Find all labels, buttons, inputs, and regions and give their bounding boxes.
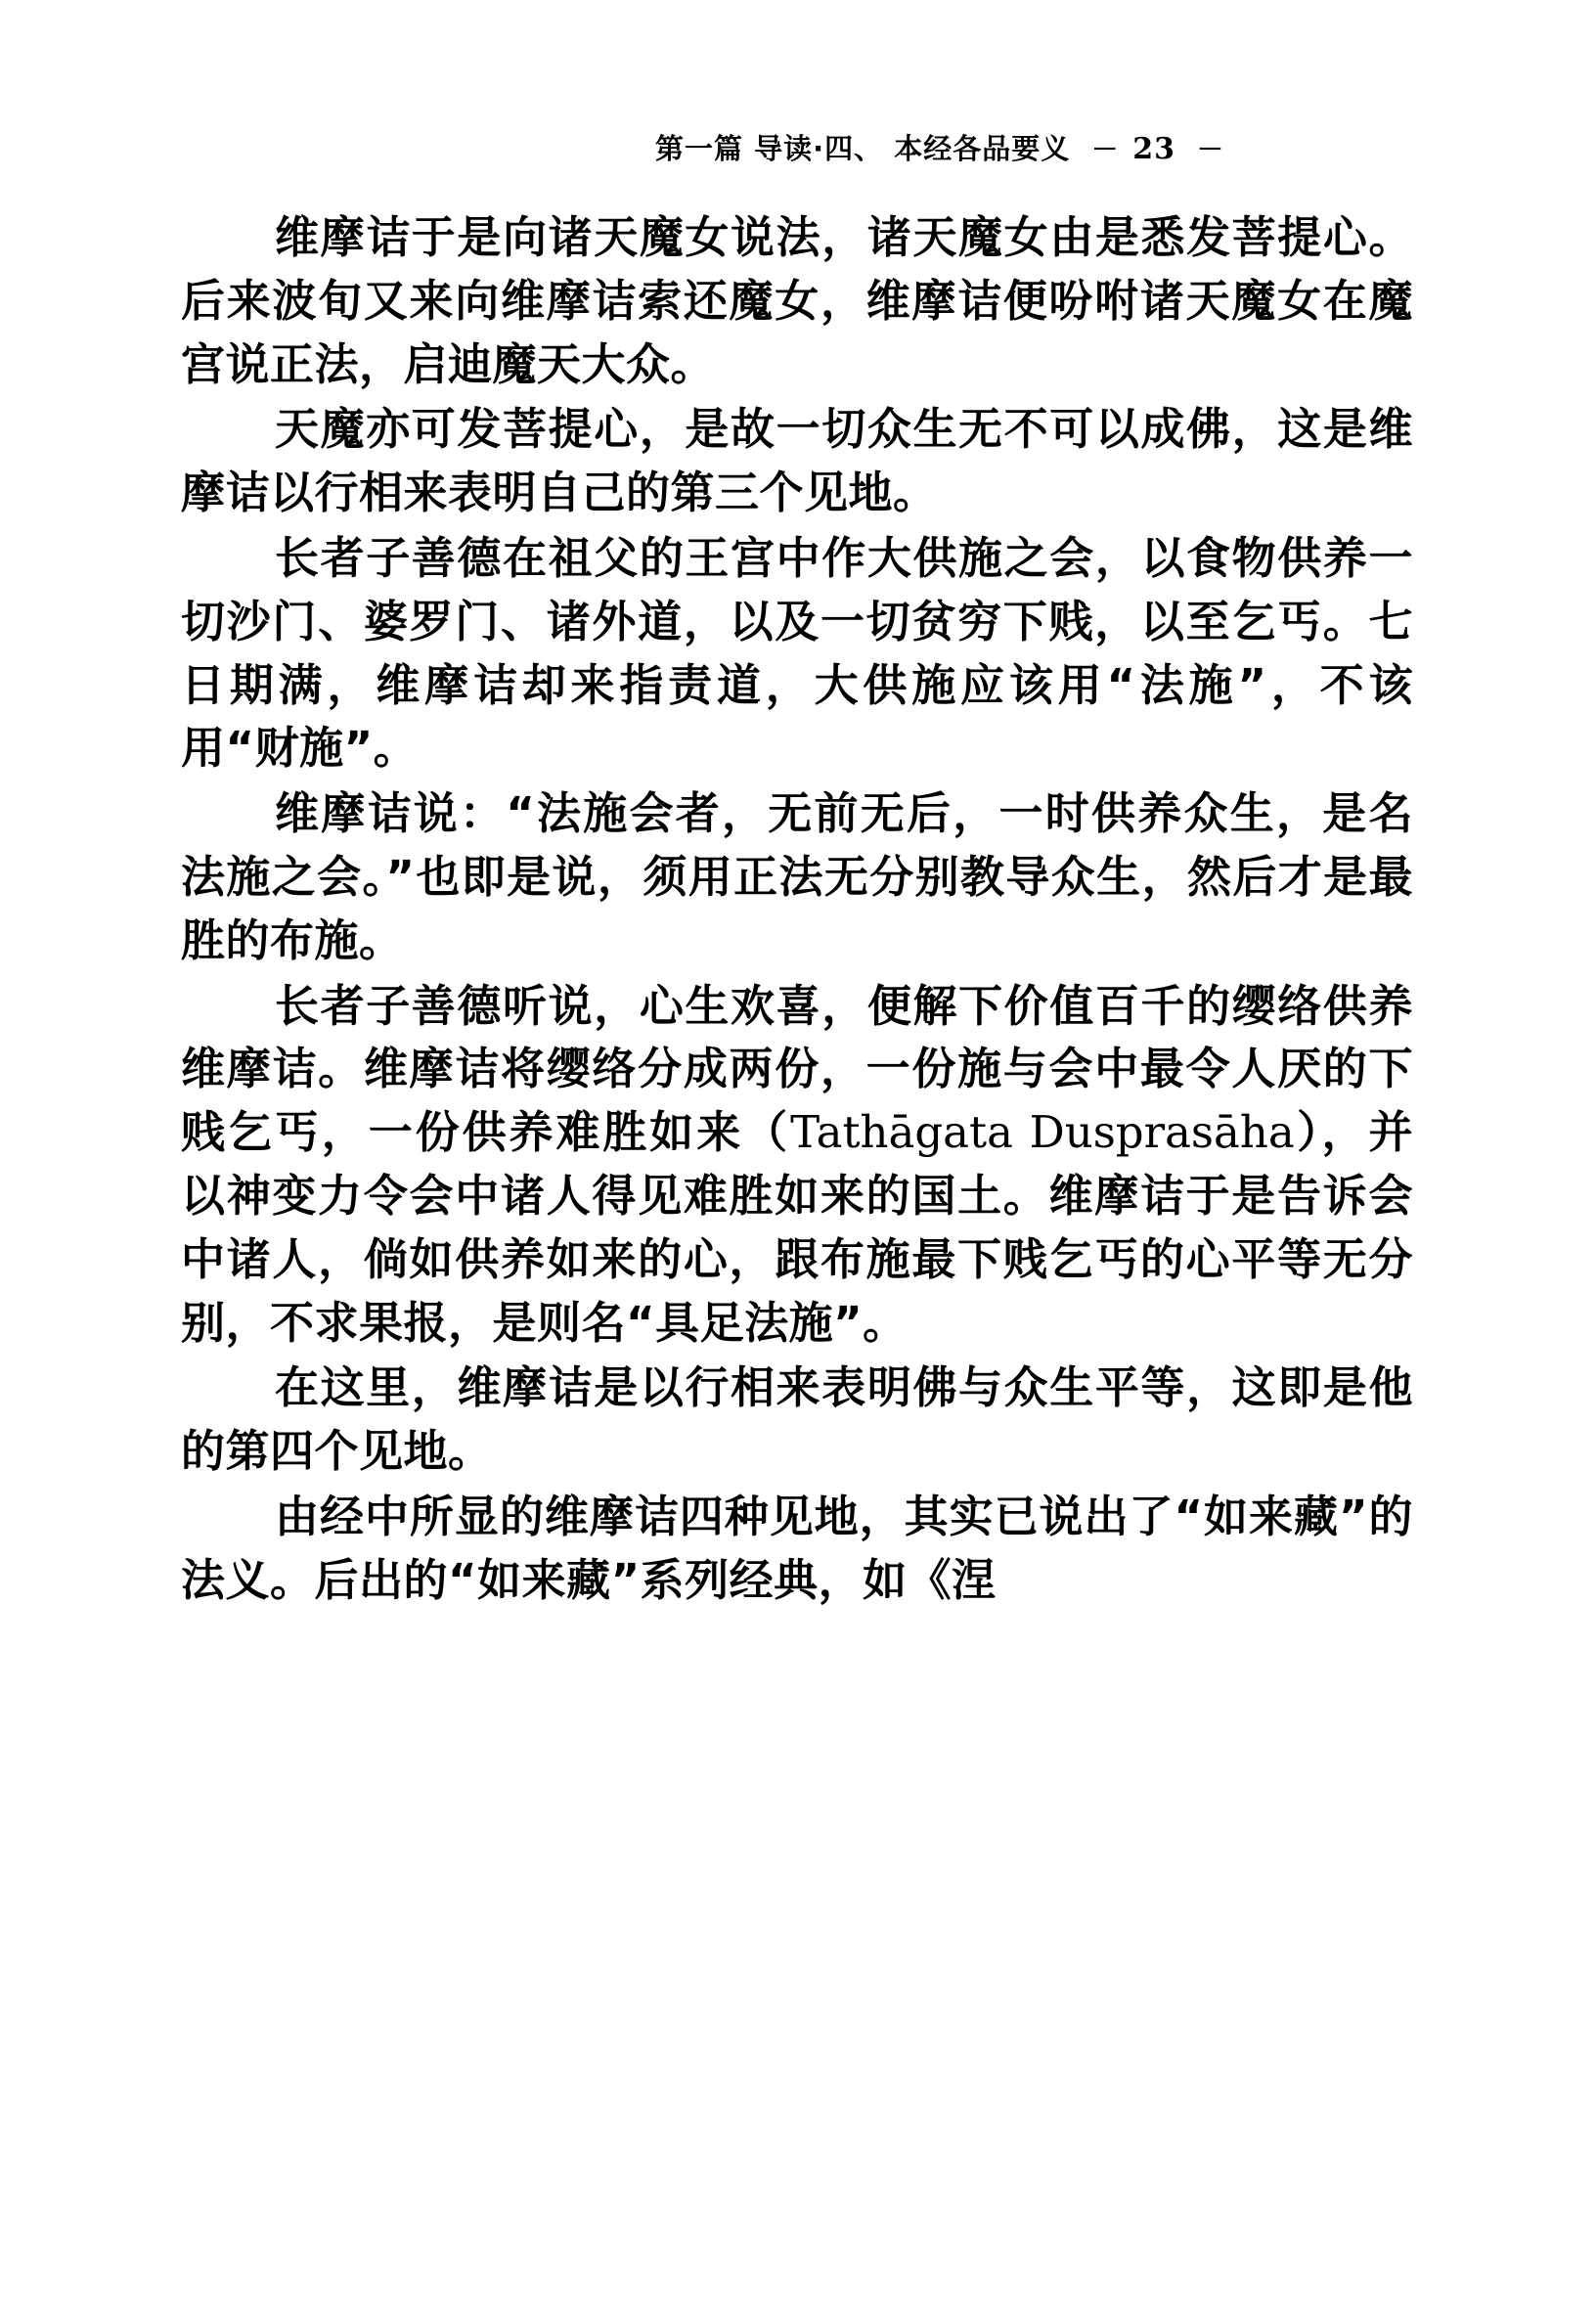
body-text	[181, 206, 1413, 1613]
running-header	[655, 127, 1413, 167]
page-number: 23	[1132, 132, 1175, 166]
paragraph: 由经中所显的维摩诘四种见地，其实已说出了“如来藏”的法义。后出的“如来藏”系列经典，如《涅	[181, 1490, 1413, 1606]
header-dash-left: －	[1091, 135, 1120, 165]
header-title: 第一篇 导读·四、 本经各品要义	[655, 132, 1071, 165]
page-content-area	[181, 127, 1413, 1613]
paragraph: 在这里，维摩诘是以行相来表明佛与众生平等，这即是他的第四个见地。	[181, 1361, 1413, 1478]
header-dash-right: －	[1196, 135, 1224, 165]
paragraph: 维摩诘说：“法施会者，无前无后，一时供养众生，是名法施之会。”也即是说，须用正法无分别教导众生，然后才是最胜的布施。	[181, 787, 1413, 966]
paragraph: 天魔亦可发菩提心，是故一切众生无不可以成佛，这是维摩诘以行相来表明自己的第三个见地。	[181, 403, 1413, 519]
paragraph: 维摩诘于是向诸天魔女说法，诸天魔女由是悉发菩提心。后来波旬又来向维摩诘索还魔女，维摩诘便吩咐诸天魔女在魔宫说正法，启迪魔天大众。	[181, 211, 1413, 390]
paragraph: 长者子善德在祖父的王宫中作大供施之会，以食物供养一切沙门、婆罗门、诸外道，以及一切贫穷下贱，以至乞丐。七日期满，维摩诘却来指责道，大供施应该用“法施”，不该用“财施”。	[181, 531, 1413, 775]
paragraph: 长者子善德听说，心生欢喜，便解下价值百千的缨络供养维摩诘。维摩诘将缨络分成两份，一份施与会中最令人厌的下贱乞丐，一份供养难胜如来（Tathāgata Dusprasāha），并以神变力令会中诸人得见难胜如来的国土。维摩诘于是告诉会中诸人，倘如供养如来的心，跟布施最下贱乞丐的心平等无分别，不求果报，是则名“具足法施”。	[181, 979, 1413, 1349]
